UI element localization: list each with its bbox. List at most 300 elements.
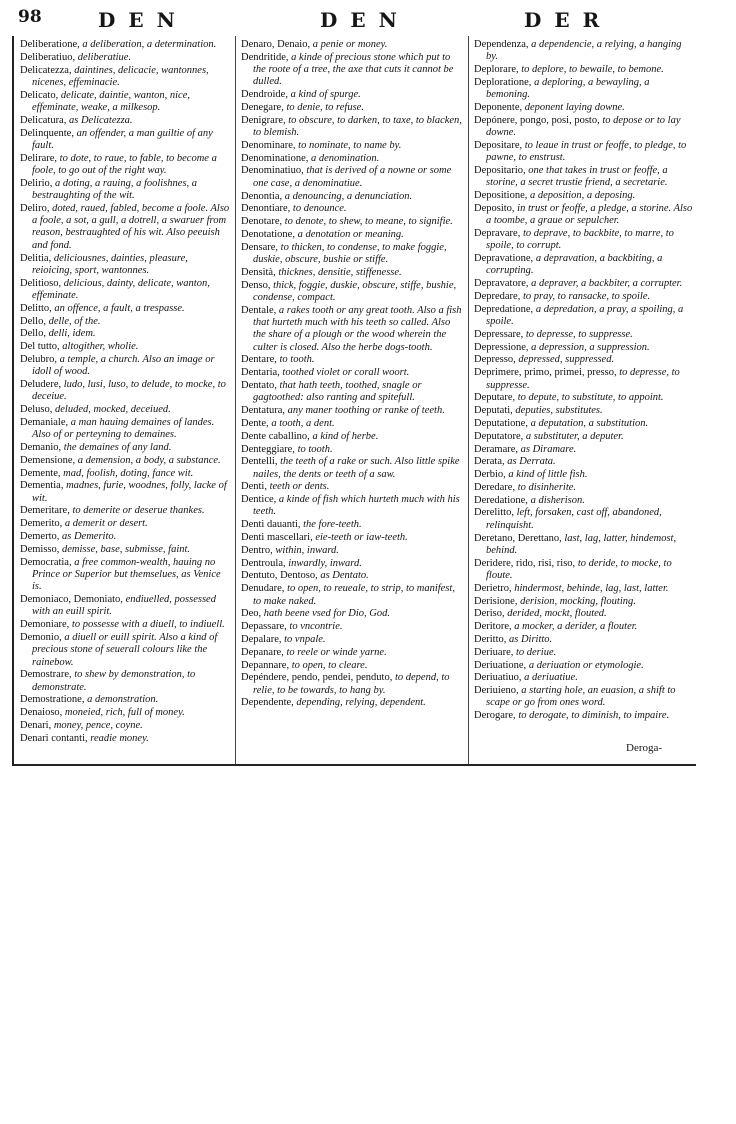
entry-headword: Denti mascellari, xyxy=(241,532,313,544)
entry-definition: a denomination. xyxy=(310,152,380,164)
dictionary-entry xyxy=(241,456,463,481)
dictionary-entry xyxy=(474,291,694,303)
dictionary-entry xyxy=(474,431,694,443)
entry-headword: Denudare, xyxy=(241,583,285,595)
entry-definition: a deriuation or etymologie. xyxy=(528,659,644,671)
entry-headword: Dentare, xyxy=(241,354,277,366)
entry-headword: Depositario, xyxy=(474,164,526,176)
entry-headword: Demoniaco, Demoniato, xyxy=(20,594,123,606)
entry-headword: Deriuieno, xyxy=(474,685,519,697)
entry-headword: Deludere, xyxy=(20,379,62,391)
dictionary-entry xyxy=(474,190,694,202)
entry-headword: Dependente, xyxy=(241,697,294,709)
entry-headword: Deposito, xyxy=(474,202,515,214)
dictionary-entry xyxy=(474,444,694,456)
entry-definition: derision, mocking, flouting. xyxy=(520,595,636,607)
dictionary-entry xyxy=(241,367,463,379)
dictionary-entry xyxy=(20,518,230,530)
entry-headword: Denari contanti, xyxy=(20,732,88,744)
dictionary-entry xyxy=(241,405,463,417)
entry-definition: the demaines of any land. xyxy=(63,442,172,453)
dictionary-entry xyxy=(474,596,694,608)
column-left xyxy=(20,39,230,746)
entry-headword: Demisso, xyxy=(20,543,60,555)
entry-definition: an offence, a fault, a trespasse. xyxy=(54,302,185,314)
entry-definition: as Diritto. xyxy=(509,633,553,645)
dictionary-entry xyxy=(474,354,694,366)
dictionary-entry xyxy=(241,354,463,366)
column-frame xyxy=(12,36,696,766)
dictionary-entry xyxy=(20,354,230,379)
entry-definition: a deliberation, a determination. xyxy=(82,39,217,50)
dictionary-entry xyxy=(241,39,463,51)
entry-definition: readie money. xyxy=(90,732,149,744)
entry-definition: hath beene vsed for Dio, God. xyxy=(263,608,391,620)
entry-headword: Depannare, xyxy=(241,659,290,671)
entry-definition: a depredation, a pray, a spoiling, a spoile. xyxy=(486,303,684,328)
entry-headword: Demensione, xyxy=(20,454,76,466)
dictionary-entry xyxy=(474,278,694,290)
entry-headword: Demostratione, xyxy=(20,694,85,706)
entry-definition: a depravation, a backbiting, a corrupting. xyxy=(486,253,663,277)
entry-headword: Derogare, xyxy=(474,710,516,722)
entry-definition: a denotation or meaning. xyxy=(297,228,404,240)
entry-headword: Dentice, xyxy=(241,494,277,506)
entry-definition: left, forsaken, cast off, abandoned, relinquisht. xyxy=(486,507,662,531)
dictionary-entry xyxy=(241,153,463,165)
dictionary-entry xyxy=(241,494,463,519)
dictionary-entry xyxy=(20,341,230,353)
entry-headword: Demeritare, xyxy=(20,505,70,517)
entry-definition: to shew by demonstration, to demonstrate. xyxy=(32,669,196,693)
entry-definition: a kind of little fish. xyxy=(508,469,588,481)
entry-definition: as Demerito. xyxy=(62,531,117,543)
dictionary-entry xyxy=(474,710,694,722)
dictionary-entry xyxy=(241,380,463,405)
entry-headword: Deriuare, xyxy=(474,646,514,658)
entry-headword: Dentuto, Dentoso, xyxy=(241,570,318,582)
entry-headword: Denominatione, xyxy=(241,152,309,164)
dictionary-entry xyxy=(474,165,694,190)
entry-headword: Deputatione, xyxy=(474,417,528,429)
entry-headword: Denotatione, xyxy=(241,228,295,240)
entry-definition: a starting hole, an euasion, a shift to scape or go from ones word. xyxy=(486,685,676,709)
entry-definition: to tooth. xyxy=(297,443,333,455)
entry-headword: Depravatione, xyxy=(474,253,534,265)
entry-definition: the teeth of a rake or such. Also little spike nailes, the dents or teeth of a saw. xyxy=(253,456,460,480)
dictionary-entry xyxy=(241,242,463,267)
entry-headword: Demente, xyxy=(20,467,61,479)
dictionary-entry xyxy=(241,115,463,140)
entry-headword: Denominare, xyxy=(241,139,296,151)
dictionary-entry xyxy=(474,405,694,417)
entry-definition: a kinde of fish which hurteth much with his teeth. xyxy=(253,494,460,518)
entry-headword: Delitioso, xyxy=(20,277,62,289)
entry-headword: Dentatura, xyxy=(241,405,286,417)
dictionary-entry xyxy=(474,583,694,595)
dictionary-entry xyxy=(474,115,694,140)
entry-definition: within, inward. xyxy=(275,544,339,556)
column-rule xyxy=(235,36,236,764)
entry-definition: a demension, a body, a substance. xyxy=(77,454,221,466)
entry-headword: Dendroide, xyxy=(241,89,288,101)
entry-definition: the fore-teeth. xyxy=(303,519,362,531)
dictionary-entry xyxy=(20,632,230,669)
entry-definition: doted, raued, fabled, become a foole. Also a foole, a sot, a gull, a dotrell, a swaruer from reason, bestraughted of his wit. Also peeuish and fond. xyxy=(32,202,230,251)
entry-headword: Depravare, xyxy=(474,227,521,239)
dictionary-entry xyxy=(241,280,463,305)
dictionary-entry xyxy=(20,328,230,340)
entry-definition: madnes, furie, woodnes, folly, lacke of wit. xyxy=(32,480,227,504)
entry-headword: Deo, xyxy=(241,608,262,620)
dictionary-entry xyxy=(20,619,230,631)
dictionary-entry xyxy=(20,65,230,90)
entry-definition: to dote, to raue, to fable, to become a foole, to go out of the right way. xyxy=(32,152,217,176)
entry-headword: Deprimere, primo, primei, presso, xyxy=(474,367,617,379)
dictionary-entry xyxy=(474,102,694,114)
entry-headword: Deriuatiuo, xyxy=(474,672,522,684)
dictionary-entry xyxy=(241,545,463,557)
entry-headword: Dentale, xyxy=(241,304,277,316)
entry-headword: Delirare, xyxy=(20,152,58,164)
dictionary-entry xyxy=(20,694,230,706)
dictionary-entry xyxy=(474,507,694,532)
entry-definition: a disherison. xyxy=(530,494,585,506)
entry-headword: Dente, xyxy=(241,417,269,429)
entry-headword: Delubro, xyxy=(20,353,58,365)
dictionary-entry xyxy=(474,608,694,620)
entry-definition: an offender, a man guiltie of any fault. xyxy=(32,127,213,151)
dictionary-entry xyxy=(241,418,463,430)
dictionary-entry xyxy=(474,482,694,494)
dictionary-entry xyxy=(20,316,230,328)
dictionary-entry xyxy=(20,379,230,404)
entry-headword: Dentro, xyxy=(241,544,273,556)
entry-headword: Denso, xyxy=(241,279,271,291)
entry-headword: Deplorare, xyxy=(474,64,519,76)
dictionary-entry xyxy=(20,153,230,178)
entry-definition: to vnpale. xyxy=(284,633,326,645)
entry-headword: Dentaria, xyxy=(241,367,280,379)
entry-definition: delle, of the. xyxy=(48,315,101,327)
entry-definition: to disinherite. xyxy=(517,481,577,493)
entry-headword: Depressione, xyxy=(474,341,529,353)
entry-headword: Depressare, xyxy=(474,328,524,340)
dictionary-entry xyxy=(241,558,463,570)
dictionary-entry xyxy=(20,505,230,517)
dictionary-entry xyxy=(20,442,230,454)
dictionary-entry xyxy=(241,608,463,620)
entry-headword: Depositare, xyxy=(474,139,523,151)
entry-definition: derided, mockt, flouted. xyxy=(507,608,607,620)
dictionary-entry xyxy=(474,367,694,392)
dictionary-entry xyxy=(20,468,230,480)
entry-headword: Dello, xyxy=(20,315,46,327)
dictionary-entry xyxy=(241,52,463,89)
running-head-left: DEN xyxy=(98,8,188,32)
entry-headword: Deluso, xyxy=(20,404,53,416)
dictionary-entry xyxy=(241,583,463,608)
entry-headword: Dente caballino, xyxy=(241,430,310,442)
dictionary-entry xyxy=(20,669,230,694)
entry-headword: Depassare, xyxy=(241,621,287,633)
entry-definition: that is derived of a nowne or some one case, a denominatiue. xyxy=(253,165,452,189)
entry-definition: to pray, to ransacke, to spoile. xyxy=(522,290,651,302)
entry-headword: Denontiare, xyxy=(241,203,291,215)
entry-definition: depressed, suppressed. xyxy=(518,354,615,366)
dictionary-entry xyxy=(20,115,230,127)
entry-headword: Deponente, xyxy=(474,101,523,113)
column-middle xyxy=(241,39,463,710)
entry-headword: Denti dauanti, xyxy=(241,519,301,531)
dictionary-entry xyxy=(20,544,230,556)
entry-headword: Deretano, Derettano, xyxy=(474,532,562,544)
entry-headword: Deritore, xyxy=(474,621,512,633)
dictionary-entry xyxy=(474,672,694,684)
entry-definition: delli, idem. xyxy=(48,328,96,340)
dictionary-page xyxy=(12,4,695,766)
entry-definition: to demerite or deserue thankes. xyxy=(72,505,205,517)
dictionary-entry xyxy=(474,418,694,430)
entry-definition: a depression, a suppression. xyxy=(531,341,650,353)
dictionary-entry xyxy=(241,216,463,228)
entry-headword: Denontia, xyxy=(241,190,283,202)
dictionary-entry xyxy=(474,621,694,633)
dictionary-entry xyxy=(20,480,230,505)
entry-definition: to deride, to mocke, to floute. xyxy=(486,557,672,581)
entry-definition: a denouncing, a denunciation. xyxy=(284,190,413,202)
entry-definition: a dependencie, a relying, a hanging by. xyxy=(486,39,682,63)
entry-headword: Denominatiuo, xyxy=(241,165,304,177)
entry-definition: deliciousnes, dainties, pleasure, reioicing, sport, wantonnes. xyxy=(32,252,188,276)
entry-definition: a kind of spurge. xyxy=(290,89,361,101)
dictionary-entry xyxy=(241,267,463,279)
entry-definition: deliberatiue. xyxy=(77,51,132,63)
entry-headword: Deputare, xyxy=(474,392,516,404)
entry-definition: to deprave, to backbite, to marre, to spoile, to corrupt. xyxy=(486,227,674,252)
entry-definition: endiuelled, possessed with an euill spirit. xyxy=(32,594,216,618)
entry-headword: Denigrare, xyxy=(241,114,286,126)
column-rule xyxy=(468,36,469,764)
entry-definition: a tooth, a dent. xyxy=(271,417,335,429)
dictionary-entry xyxy=(241,634,463,646)
dictionary-entry xyxy=(20,720,230,732)
entry-definition: daintines, delicacie, wantonnes, nicenes, effeminacie. xyxy=(32,64,209,88)
entry-definition: demisse, base, submisse, faint. xyxy=(62,543,191,555)
dictionary-entry xyxy=(474,533,694,558)
entry-headword: Deritto, xyxy=(474,633,507,645)
catchword: Deroga- xyxy=(626,742,663,754)
entry-definition: depending, relying, dependent. xyxy=(296,697,426,709)
entry-definition: a diuell or euill spirit. Also a kind of precious stone of seuerall colours like the rainebow. xyxy=(32,631,218,668)
entry-definition: to depute, to substitute, to appoint. xyxy=(517,392,664,404)
dictionary-entry xyxy=(474,660,694,672)
entry-definition: deluded, mocked, deceiued. xyxy=(55,404,171,416)
dictionary-entry xyxy=(20,52,230,64)
dictionary-entry xyxy=(20,278,230,303)
entry-headword: Demostrare, xyxy=(20,669,72,681)
dictionary-entry xyxy=(474,647,694,659)
entry-definition: that hath teeth, toothed, snagle or gagtoothed: also ranting and spitefull. xyxy=(253,380,422,404)
entry-headword: Deramare, xyxy=(474,443,519,455)
dictionary-entry xyxy=(241,203,463,215)
entry-definition: a doting, a rauing, a foolishnes, a bestraughting of the wit. xyxy=(32,177,198,202)
page-number: 98 xyxy=(18,7,42,27)
entry-headword: Denaioso, xyxy=(20,707,63,719)
entry-definition: as Dentato. xyxy=(320,570,369,582)
entry-definition: ludo, lusi, luso, to delude, to mocke, to deceiue. xyxy=(32,379,226,403)
entry-definition: to depend, to relie, to be towards, to hang by. xyxy=(253,672,450,696)
entry-headword: Demerito, xyxy=(20,518,63,530)
entry-definition: to open, to reueale, to strip, to manifest, to make naked. xyxy=(253,583,455,607)
entry-headword: Demoniare, xyxy=(20,619,70,631)
entry-definition: to depresse, to suppresse. xyxy=(486,367,680,391)
entry-definition: a demonstration. xyxy=(87,694,159,706)
dictionary-entry xyxy=(241,305,463,354)
entry-definition: to denie, to refuse. xyxy=(286,101,364,113)
entry-definition: a deposition, a deposing. xyxy=(530,190,636,202)
entry-headword: Denteggiare, xyxy=(241,443,295,455)
entry-headword: Derbio, xyxy=(474,469,506,481)
entry-definition: eie-teeth or iaw-teeth. xyxy=(315,532,408,544)
entry-definition: to open, to cleare. xyxy=(291,659,368,671)
dictionary-entry xyxy=(474,495,694,507)
dictionary-entry xyxy=(474,77,694,102)
entry-headword: Deputatore, xyxy=(474,430,524,442)
entry-definition: to vncontrie. xyxy=(289,621,343,633)
dictionary-entry xyxy=(474,469,694,481)
dictionary-entry xyxy=(20,404,230,416)
entry-definition: a kind of herbe. xyxy=(312,430,379,442)
dictionary-entry xyxy=(474,456,694,468)
running-head-right: DER xyxy=(524,8,613,32)
dictionary-entry xyxy=(241,431,463,443)
running-head-center: DEN xyxy=(320,8,410,32)
dictionary-entry xyxy=(241,229,463,241)
page-header xyxy=(12,4,695,36)
entry-headword: Depanare, xyxy=(241,646,284,658)
entry-headword: Depresso, xyxy=(474,354,516,366)
entry-definition: to obscure, to darken, to taxe, to blacken, to blemish. xyxy=(253,114,462,139)
dictionary-entry xyxy=(474,342,694,354)
entry-definition: to depose or to lay downe. xyxy=(486,114,681,139)
entry-definition: inwardly, inward. xyxy=(288,557,362,569)
entry-headword: Derietro, xyxy=(474,582,512,594)
entry-definition: moneied, rich, full of money. xyxy=(64,707,185,719)
dictionary-entry xyxy=(241,191,463,203)
dictionary-entry xyxy=(474,253,694,278)
entry-headword: Delicatura, xyxy=(20,114,67,126)
entry-definition: deponent laying downe. xyxy=(524,101,625,113)
entry-headword: Depalare, xyxy=(241,633,282,645)
dictionary-entry xyxy=(241,672,463,697)
entry-definition: deputies, substitutes. xyxy=(515,405,603,417)
entry-definition: to leaue in trust or feoffe, to pledge, to pawne, to enstrust. xyxy=(486,139,687,164)
dictionary-entry xyxy=(241,444,463,456)
entry-headword: Dentelli, xyxy=(241,456,278,468)
dictionary-entry xyxy=(241,532,463,544)
dictionary-entry xyxy=(20,178,230,203)
dictionary-entry xyxy=(474,685,694,710)
entry-headword: Deriuatione, xyxy=(474,659,527,671)
entry-headword: Derata, xyxy=(474,456,505,468)
dictionary-entry xyxy=(20,303,230,315)
dictionary-entry xyxy=(474,392,694,404)
entry-definition: delicious, dainty, delicate, wanton, effeminate. xyxy=(32,277,210,301)
dictionary-entry xyxy=(474,140,694,165)
entry-definition: altogither, wholie. xyxy=(62,341,139,353)
entry-headword: Del tutto, xyxy=(20,341,60,353)
dictionary-entry xyxy=(20,733,230,745)
entry-definition: a kinde of precious stone which put to the roote of a tree, the axe that cuts it cannot be dulled. xyxy=(253,51,454,88)
entry-headword: Densare, xyxy=(241,241,279,253)
dictionary-entry xyxy=(20,128,230,153)
entry-headword: Deliro, xyxy=(20,202,50,214)
entry-definition: to reele or winde yarne. xyxy=(286,646,387,658)
dictionary-entry xyxy=(474,203,694,228)
entry-headword: Delicato, xyxy=(20,89,59,101)
dictionary-entry xyxy=(241,697,463,709)
entry-headword: Deridere, rido, risi, riso, xyxy=(474,557,576,569)
dictionary-entry xyxy=(241,570,463,582)
entry-definition: in trust or feoffe, a pledge, a storine. Also a toombe, a graue or sepulcher. xyxy=(486,202,693,227)
dictionary-entry xyxy=(20,531,230,543)
entry-headword: Demonio, xyxy=(20,631,62,643)
entry-definition: mad, foolish, doting, fance wit. xyxy=(63,467,194,479)
entry-headword: Depredare, xyxy=(474,290,521,302)
dictionary-entry xyxy=(474,304,694,329)
entry-definition: a depraver, a backbiter, a corrupter. xyxy=(531,278,683,290)
entry-definition: to deplore, to bewaile, to bemone. xyxy=(521,64,664,76)
dictionary-entry xyxy=(20,594,230,619)
entry-headword: Depónere, pongo, posi, posto, xyxy=(474,114,600,126)
dictionary-entry xyxy=(241,481,463,493)
entry-definition: to nominate, to name by. xyxy=(298,139,402,151)
dictionary-entry xyxy=(241,140,463,152)
entry-definition: to denounce. xyxy=(292,203,347,215)
entry-headword: Delitia, xyxy=(20,252,52,264)
entry-definition: a deploring, a bewayling, a bemoning. xyxy=(486,76,650,101)
entry-definition: a deriuatiue. xyxy=(524,672,578,684)
entry-definition: a free common-wealth, hauing no Prince or Superior but themselues, as Venice is. xyxy=(32,556,221,593)
entry-headword: Dependenza, xyxy=(474,39,529,50)
entry-definition: last, lag, latter, hindemost, behind. xyxy=(486,532,677,556)
entry-definition: a mocker, a derider, a flouter. xyxy=(514,621,638,633)
entry-definition: a rakes tooth or any great tooth. Also a fish that hurteth much with his teeth so called. Also the share of a plough or the wood wherein the culter is closed. Also the herbe dogs-tooth. xyxy=(253,304,462,353)
entry-headword: Deredare, xyxy=(474,481,516,493)
entry-headword: Delitto, xyxy=(20,302,52,314)
entry-headword: Denaro, Denaio, xyxy=(241,39,311,50)
dictionary-entry xyxy=(474,329,694,341)
dictionary-entry xyxy=(474,634,694,646)
entry-headword: Deliberatione, xyxy=(20,39,80,50)
entry-headword: Dementia, xyxy=(20,480,64,492)
dictionary-entry xyxy=(20,707,230,719)
dictionary-entry xyxy=(241,519,463,531)
dictionary-entry xyxy=(20,455,230,467)
entry-definition: a temple, a church. Also an image or idoll of wood. xyxy=(32,353,215,378)
entry-headword: Deploratione, xyxy=(474,76,532,88)
dictionary-entry xyxy=(20,253,230,278)
entry-headword: Demanio, xyxy=(20,442,62,453)
entry-definition: teeth or dents. xyxy=(269,481,330,493)
entry-headword: Depositione, xyxy=(474,190,528,202)
dictionary-entry xyxy=(20,203,230,252)
entry-headword: Derisione, xyxy=(474,595,518,607)
entry-definition: to derogate, to diminish, to impaire. xyxy=(518,710,670,722)
dictionary-entry xyxy=(474,558,694,583)
entry-definition: hindermost, behinde, lag, last, latter. xyxy=(514,582,669,594)
